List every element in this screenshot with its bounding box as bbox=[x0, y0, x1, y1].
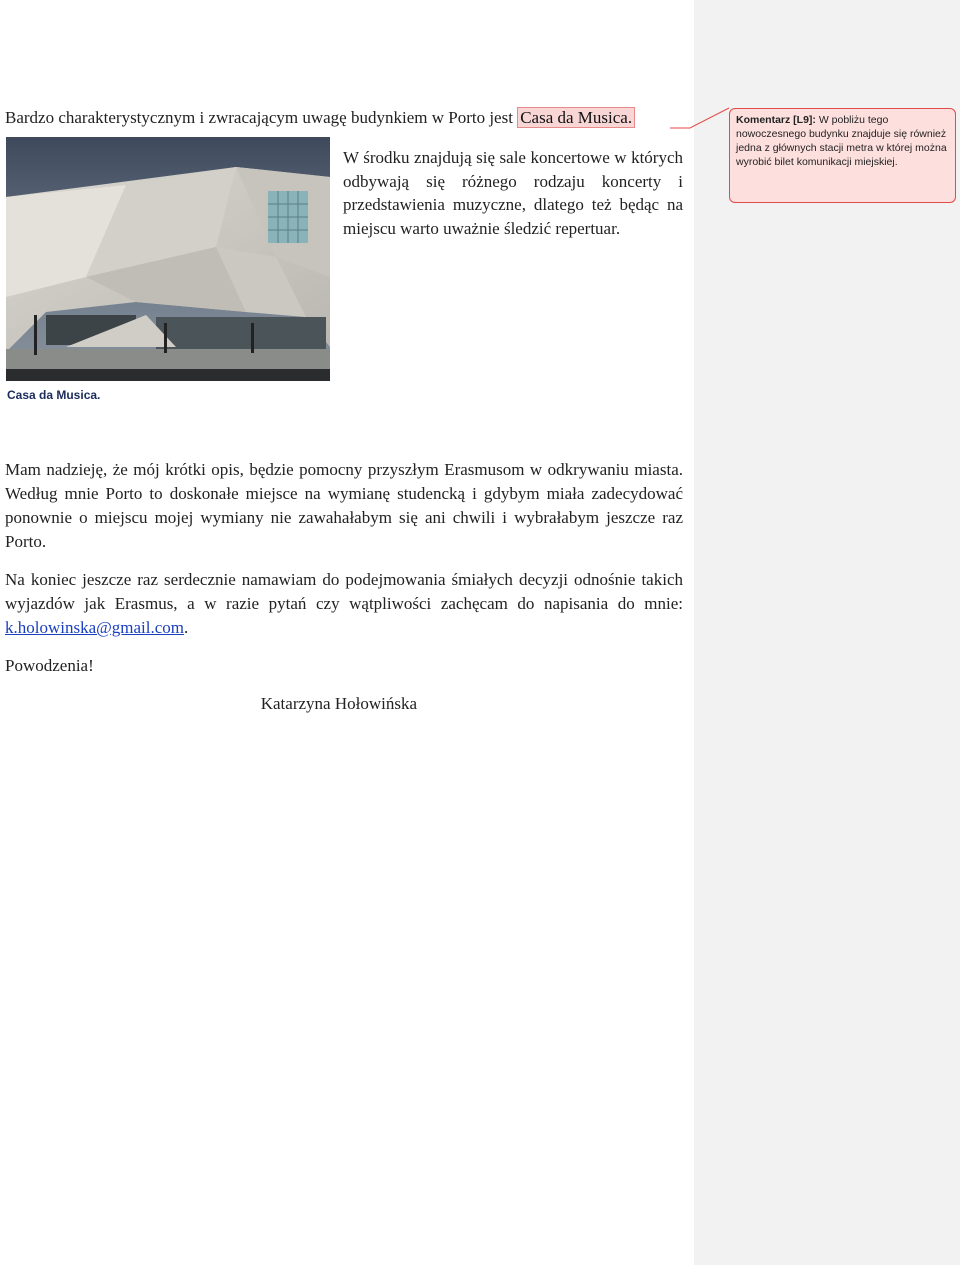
comment-label: Komentarz [L9]: bbox=[736, 114, 816, 126]
comment-connector-line bbox=[670, 100, 710, 130]
comment-balloon[interactable] bbox=[729, 108, 956, 203]
signature: Katarzyna Hołowińska bbox=[260, 694, 417, 713]
float-paragraph: W środku znajdują się sale koncertowe w których odbywają się różnego rodzaju koncerty i przedstawienia muzyczne, dlatego też będąc na miejscu warto uważnie śledzić repertuar. bbox=[343, 148, 683, 238]
comment-anchor-highlight[interactable]: Casa da Musica. bbox=[517, 107, 635, 128]
paragraph-3-text: Na koniec jeszcze raz serdecznie namawiam do podejmowania śmiałych decyzji odnośnie takich wyjazdów jak Erasmus, a w razie pytań czy wątpliwości zachęcam do napisania do mnie: bbox=[5, 570, 683, 613]
intro-line bbox=[5, 106, 635, 130]
casa-da-musica-photo bbox=[6, 137, 330, 381]
email-link[interactable]: k.holowinska@gmail.com bbox=[5, 618, 185, 637]
comment-text: W pobliżu tego nowoczesnego budynku znajduje się również jedna z głównych stacji metra w której można wyrobić bilet komunikacji miejskiej. bbox=[736, 114, 947, 168]
closing-line: Powodzenia! bbox=[5, 656, 94, 675]
paragraph-3-end: . bbox=[184, 618, 189, 637]
figure-caption: Casa da Musica. bbox=[7, 388, 101, 402]
paragraph-2: Mam nadzieję, że mój krótki opis, będzie pomocny przyszłym Erasmusom w odkrywaniu miasta. Według mnie Porto to doskonałe miejsce na wymianę studencką i gdybym miała zadecydować ponownie o miejscu mojej wymiany nie zawahałabym się ani chwili i wybrałabym jeszcze raz Porto. bbox=[5, 460, 683, 551]
intro-text: Bardzo charakterystycznym i zwracającym uwagę budynkiem w Porto jest bbox=[5, 108, 518, 127]
building-illustration bbox=[6, 137, 330, 381]
paragraph-3 bbox=[5, 568, 683, 640]
